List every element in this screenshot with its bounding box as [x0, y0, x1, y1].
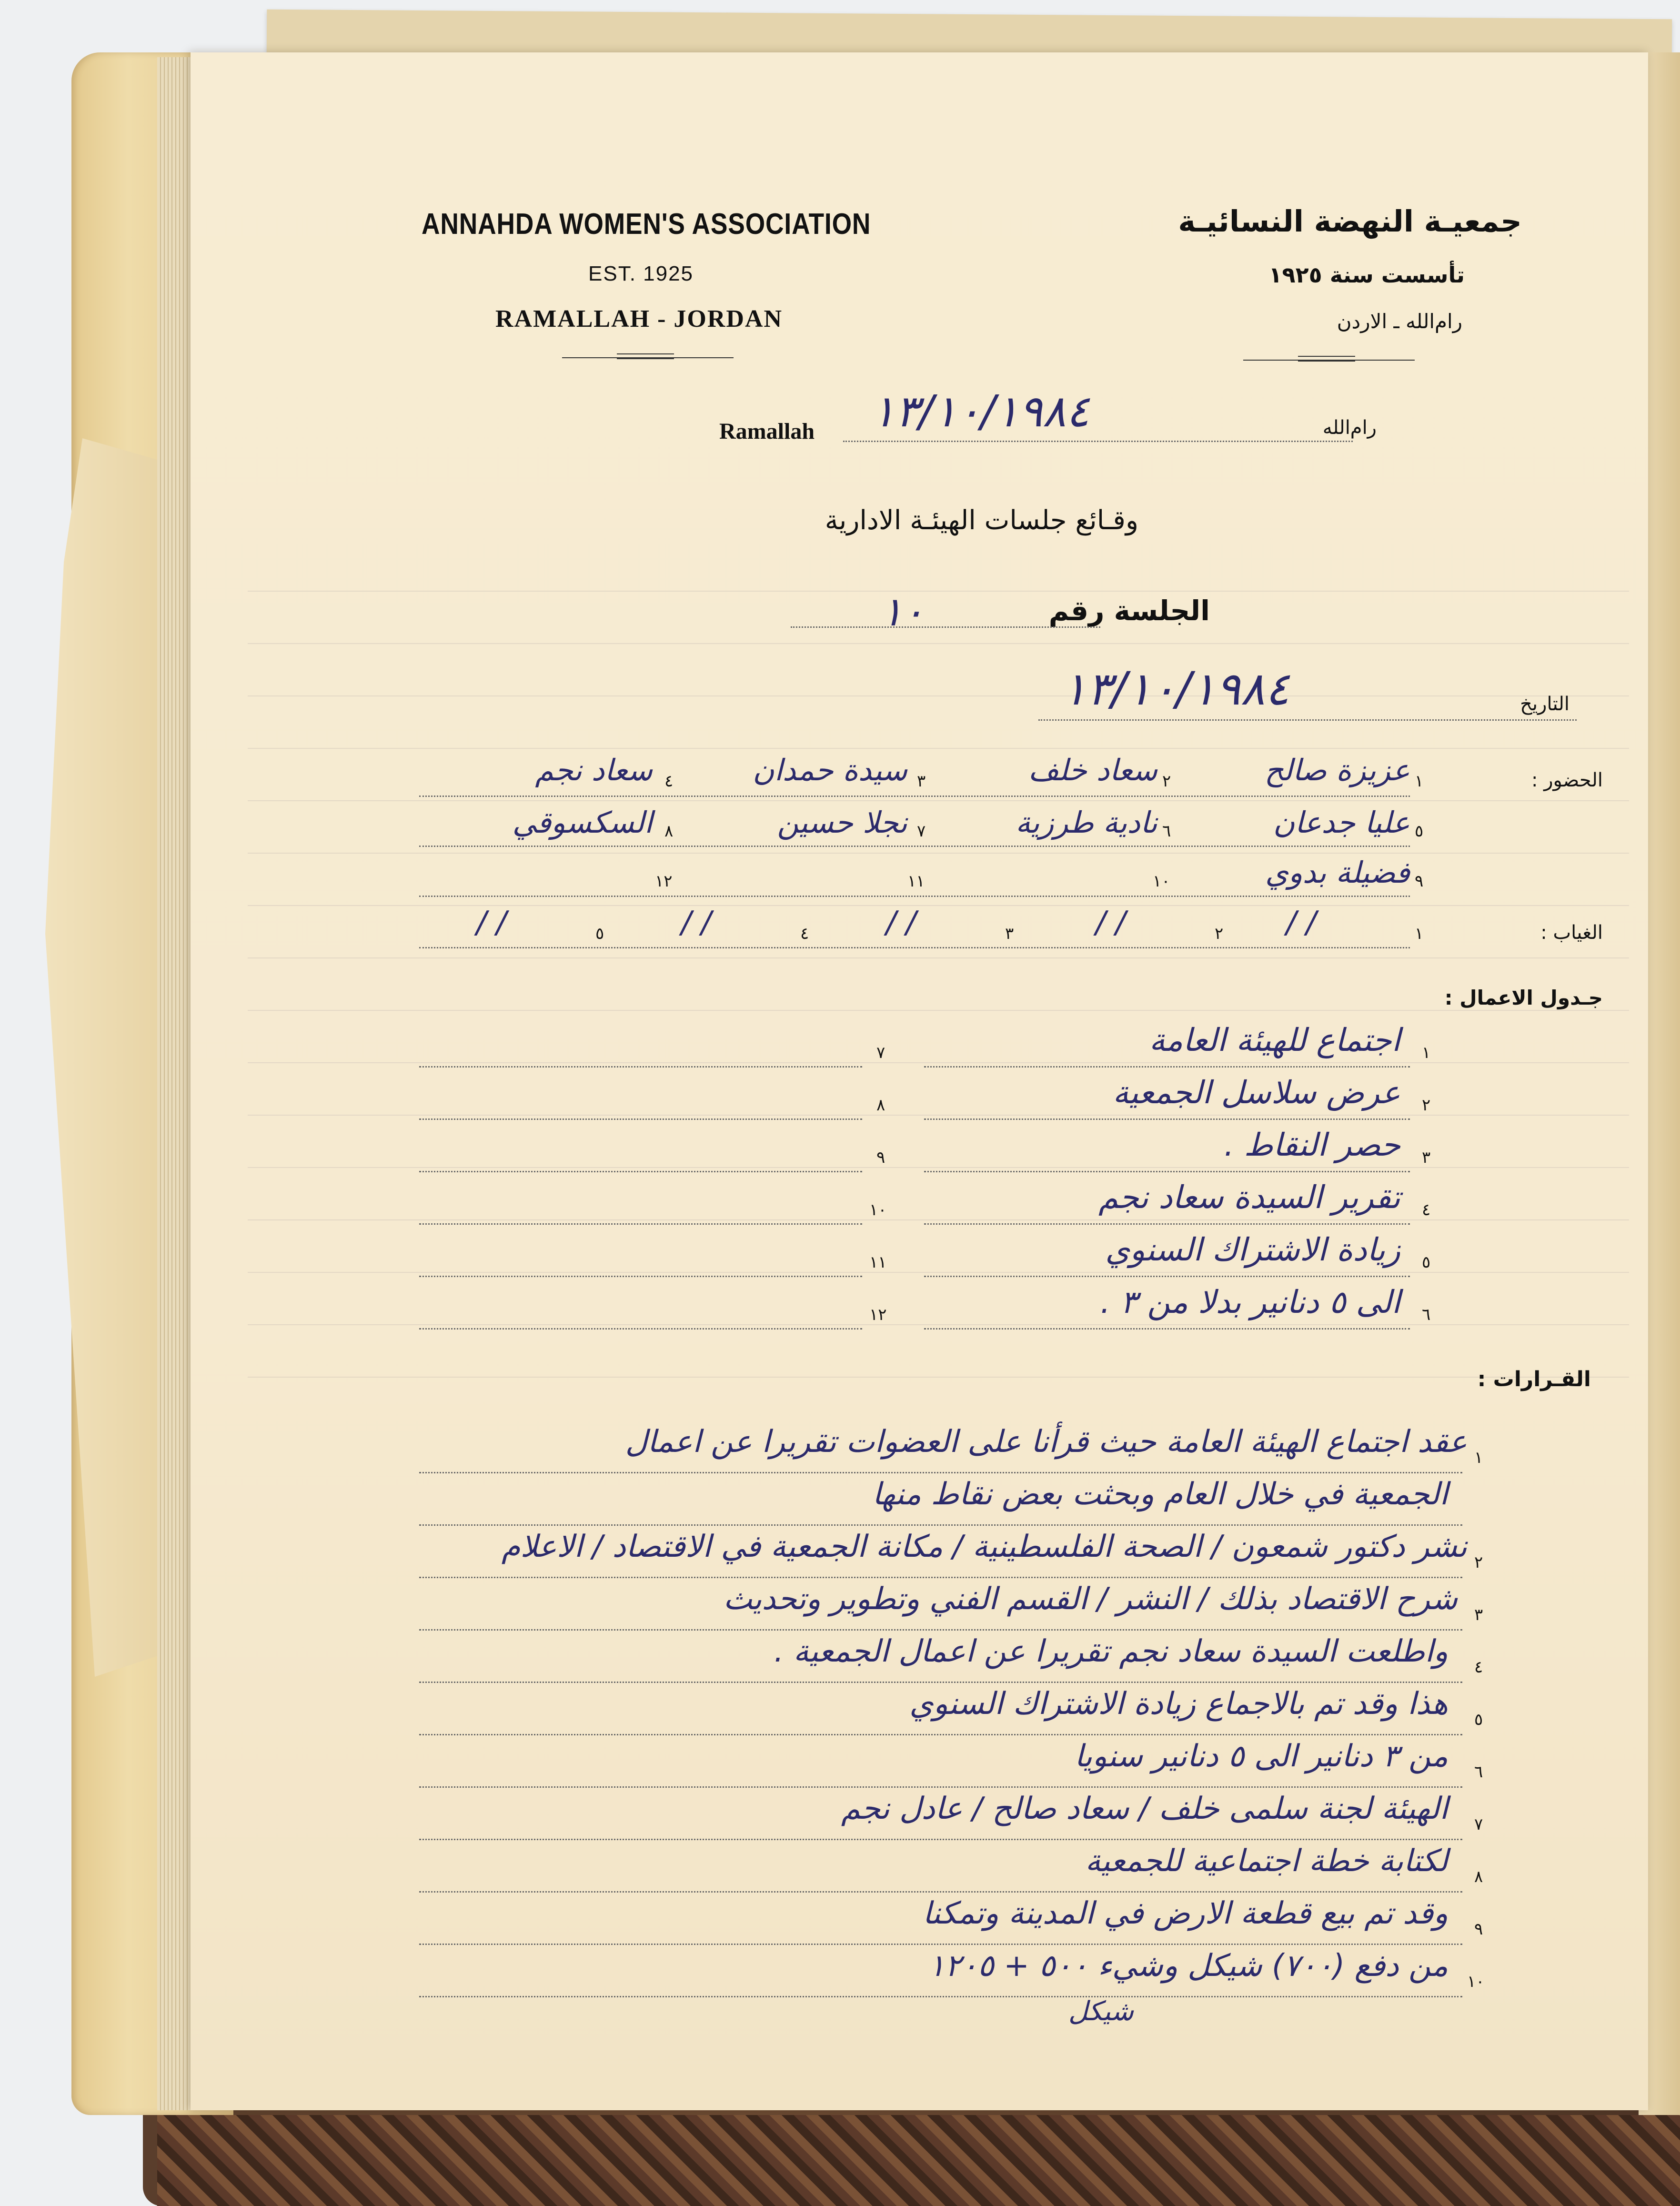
- date-handwritten: ١٣/١٠/١٩٨٤: [1062, 662, 1290, 715]
- absence-number: ٣: [1005, 924, 1014, 943]
- decision-number: ٧: [1474, 1815, 1483, 1834]
- torn-page-flap: [45, 438, 169, 1677]
- decision-line: لكتابة خطة اجتماعية للجمعية: [1085, 1843, 1448, 1879]
- agenda-dotted-line: [924, 1066, 1410, 1068]
- absence-mark: / /: [886, 905, 916, 940]
- agenda-number: ٩: [876, 1148, 885, 1167]
- decision-number: ٨: [1474, 1867, 1483, 1886]
- attendance-number: ٣: [917, 772, 926, 791]
- attendee-name: سيدة حمدان: [753, 753, 907, 787]
- agenda-number: ١٢: [869, 1305, 887, 1324]
- attendance-number: ٤: [664, 772, 674, 791]
- decision-dotted-line: [419, 1891, 1462, 1893]
- attendance-number: ١٢: [655, 872, 673, 891]
- decision-number: ٤: [1474, 1658, 1483, 1677]
- agenda-number: ١٠: [869, 1200, 887, 1219]
- agenda-dotted-line: [419, 1118, 862, 1120]
- attendance-number: ١٠: [1153, 872, 1170, 891]
- agenda-number: ١: [1422, 1043, 1431, 1062]
- decision-number: ٩: [1474, 1920, 1483, 1939]
- agenda-number: ٣: [1422, 1148, 1431, 1167]
- decision-line: الهيئة لجنة سلمى خلف / سعاد صالح / عادل نجم: [841, 1791, 1448, 1826]
- agenda-number: ٨: [876, 1096, 885, 1115]
- absence-dotted-line: [419, 947, 1410, 948]
- agenda-item: الى ٥ دنانير بدلا من ٣ .: [1100, 1284, 1400, 1320]
- agenda-number: ٢: [1422, 1096, 1431, 1115]
- decision-line: عقد اجتماع الهيئة العامة حيث قرأنا على العضوات تقريرا عن اعمال: [625, 1424, 1467, 1460]
- decision-line: واطلعت السيدة سعاد نجم تقريرا عن اعمال الجمعية .: [774, 1634, 1448, 1669]
- agenda-item: حصر النقاط .: [1224, 1127, 1400, 1163]
- decision-number: ٢: [1474, 1553, 1483, 1572]
- agenda-dotted-line: [419, 1066, 862, 1068]
- agenda-number: ٤: [1422, 1200, 1431, 1219]
- minutes-title: وقـائع جلسات الهيئـة الادارية: [825, 505, 1138, 536]
- decision-dotted-line: [419, 1734, 1462, 1735]
- agenda-dotted-line: [924, 1328, 1410, 1330]
- decision-dotted-line: [419, 1996, 1462, 1997]
- decision-line: الجمعية في خلال العام وبحثت بعض نقاط منها: [872, 1477, 1448, 1512]
- attendee-name: سعاد خلف: [1028, 753, 1157, 787]
- decision-line: شيكل: [1068, 1996, 1134, 2027]
- decision-number: ٦: [1474, 1763, 1483, 1782]
- agenda-label: جـدول الاعمال :: [1444, 986, 1603, 1009]
- decision-dotted-line: [419, 1786, 1462, 1788]
- location-en: RAMALLAH - JORDAN: [495, 305, 783, 332]
- attendee-name: عزيزة صالح: [1264, 753, 1410, 787]
- decision-dotted-line: [419, 1944, 1462, 1945]
- ledger-page: [191, 52, 1648, 2110]
- agenda-dotted-line: [924, 1276, 1410, 1277]
- agenda-dotted-line: [419, 1171, 862, 1172]
- agenda-dotted-line: [419, 1223, 862, 1225]
- location-ar: رام‌الله ـ الاردن: [1337, 310, 1462, 333]
- date-dotted-line: [1038, 719, 1577, 721]
- absence-number: ٢: [1215, 924, 1224, 943]
- decision-dotted-line: [419, 1524, 1462, 1526]
- decision-line: من دفع (٧٠٠) شيكل وشيء ٥٠٠ + ١٢٠٥: [928, 1948, 1448, 1984]
- attendee-name: عليا جدعان: [1273, 805, 1410, 840]
- established-ar: تأسست سنة ١٩٢٥: [1268, 262, 1465, 288]
- absence-mark: / /: [1096, 905, 1126, 940]
- book-cover-edge: [157, 2115, 1680, 2206]
- decision-number: ١: [1474, 1448, 1483, 1467]
- attendance-dotted-line: [419, 846, 1410, 847]
- attendance-dotted-line: [419, 896, 1410, 897]
- decision-line: شرح الاقتصاد بذلك / النشر / القسم الفني وتطوير وتحديث: [723, 1581, 1458, 1617]
- attendance-number: ٢: [1162, 772, 1171, 791]
- session-number-handwritten: ١٠: [881, 588, 925, 635]
- agenda-item: اجتماع للهيئة العامة: [1149, 1022, 1400, 1058]
- established-en: EST. 1925: [588, 262, 694, 285]
- decision-number: ٣: [1474, 1605, 1483, 1624]
- agenda-number: ١١: [869, 1253, 887, 1272]
- decision-number: ١٠: [1467, 1972, 1485, 1991]
- attendee-name: السكسوقي: [512, 805, 653, 840]
- place-date-dotted-line: [843, 441, 1353, 442]
- session-dotted-line: [791, 626, 1100, 628]
- attendance-label: الحضور :: [1531, 769, 1603, 791]
- absence-mark: / /: [1286, 905, 1317, 940]
- decision-line: وقد تم بيع قطعة الارض في المدينة وتمكنا: [922, 1896, 1448, 1931]
- absence-number: ١: [1415, 924, 1424, 943]
- agenda-dotted-line: [924, 1171, 1410, 1172]
- attendance-number: ٥: [1415, 822, 1424, 841]
- absence-label: الغياب :: [1540, 922, 1603, 944]
- decision-line: هذا وقد تم بالاجماع زيادة الاشتراك السنوي: [909, 1686, 1448, 1722]
- header-rule-en-double: [617, 353, 674, 359]
- decision-dotted-line: [419, 1682, 1462, 1683]
- place-label-ar: رام‌الله: [1322, 417, 1377, 439]
- agenda-dotted-line: [924, 1223, 1410, 1225]
- attendance-number: ٧: [917, 822, 926, 841]
- decision-line: نشر دكتور شمعون / الصحة الفلسطينية / مكانة الجمعية في الاقتصاد / الاعلام: [501, 1529, 1467, 1564]
- date-label: التاريخ: [1520, 693, 1569, 715]
- absence-number: ٥: [595, 924, 604, 943]
- attendance-number: ٨: [664, 822, 674, 841]
- absence-mark: / /: [681, 905, 712, 940]
- attendance-number: ٩: [1415, 872, 1424, 891]
- agenda-item: زيادة الاشتراك السنوي: [1105, 1231, 1400, 1268]
- org-name-en: ANNAHDA WOMEN'S ASSOCIATION: [422, 208, 871, 241]
- agenda-number: ٦: [1422, 1305, 1431, 1324]
- attendance-number: ١: [1415, 772, 1424, 791]
- absence-mark: / /: [476, 905, 507, 940]
- agenda-item: تقرير السيدة سعاد نجم: [1098, 1179, 1400, 1216]
- attendee-name: فضيلة بدوي: [1265, 855, 1410, 890]
- header-rule-ar-double: [1298, 356, 1355, 362]
- decision-number: ٥: [1474, 1710, 1483, 1729]
- org-name-ar: جمعيـة النهضة النسائيـة: [1178, 204, 1522, 239]
- attendee-name: سعاد نجم: [535, 753, 653, 787]
- agenda-dotted-line: [924, 1118, 1410, 1120]
- session-label: الجلسة رقم: [1048, 594, 1210, 627]
- attendance-number: ١١: [907, 872, 925, 891]
- decision-dotted-line: [419, 1629, 1462, 1631]
- decision-dotted-line: [419, 1577, 1462, 1578]
- attendance-dotted-line: [419, 796, 1410, 797]
- agenda-number: ٥: [1422, 1253, 1431, 1272]
- decision-dotted-line: [419, 1839, 1462, 1840]
- agenda-number: ٧: [876, 1043, 885, 1062]
- attendee-name: نادية طرزية: [1016, 805, 1157, 840]
- place-date-handwritten: ١٣/١٠/١٩٨٤: [872, 386, 1090, 437]
- place-label-en: Ramallah: [719, 419, 815, 444]
- agenda-item: عرض سلاسل الجمعية: [1113, 1074, 1400, 1111]
- absence-number: ٤: [800, 924, 809, 943]
- decision-dotted-line: [419, 1472, 1462, 1473]
- agenda-dotted-line: [419, 1328, 862, 1330]
- decisions-label: القـرارات :: [1477, 1367, 1591, 1391]
- agenda-dotted-line: [419, 1276, 862, 1277]
- attendance-number: ٦: [1162, 822, 1171, 841]
- decision-line: من ٣ دنانير الى ٥ دنانير سنويا: [1074, 1739, 1448, 1774]
- attendee-name: نجلا حسين: [777, 805, 907, 840]
